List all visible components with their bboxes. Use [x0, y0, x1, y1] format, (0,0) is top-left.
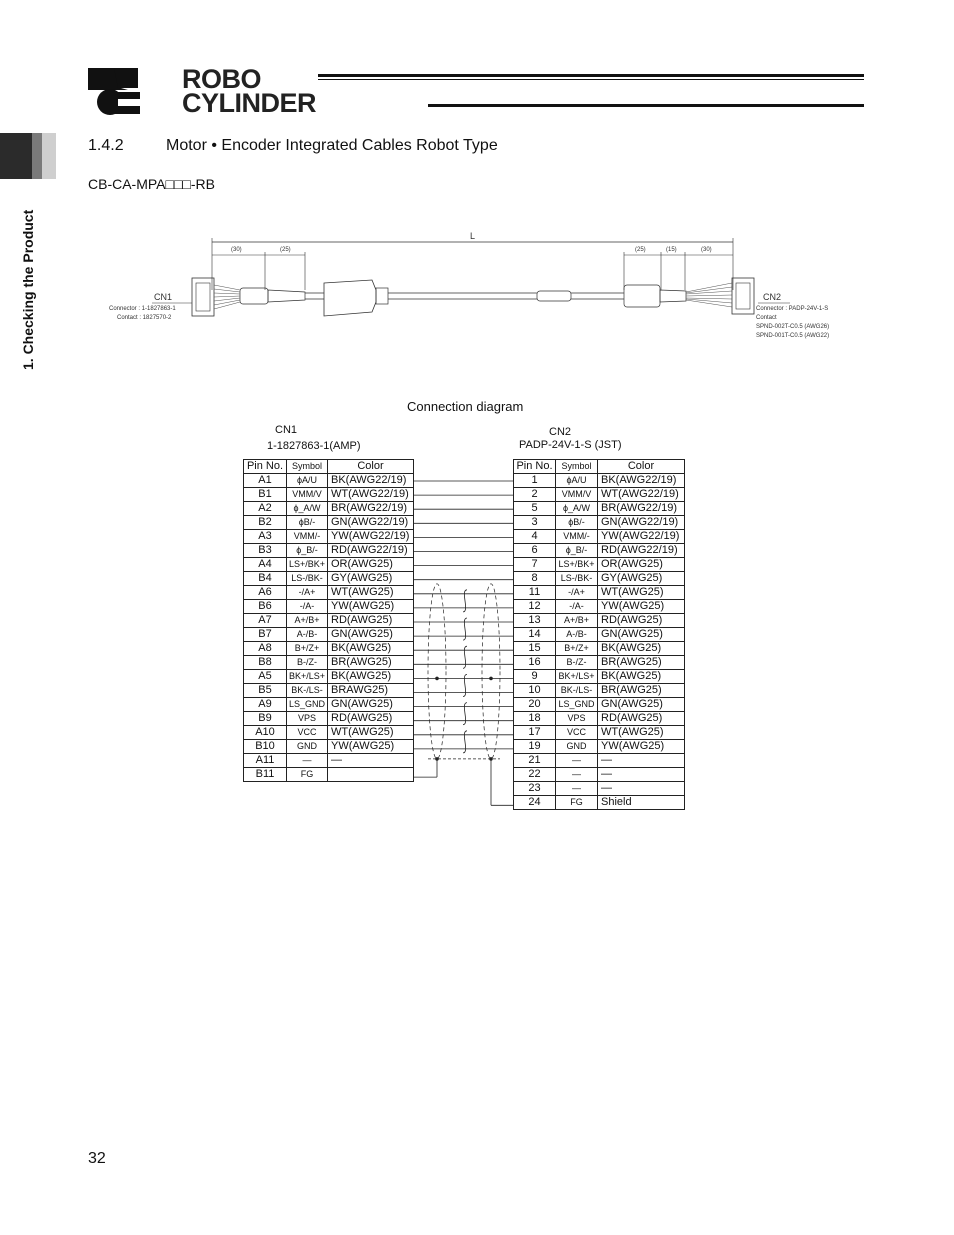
- symbol-header: Symbol: [556, 460, 598, 474]
- junction-dot: [435, 677, 439, 681]
- symbol-cell: A-/B-: [556, 628, 598, 642]
- symbol-cell: ϕ_B/-: [556, 544, 598, 558]
- pin-cell: A10: [244, 726, 287, 740]
- table-row: [514, 474, 685, 488]
- rc-logo-icon: [88, 66, 178, 116]
- color-cell: BK(AWG25): [328, 642, 414, 656]
- symbol-cell: -/A+: [287, 586, 328, 600]
- table-row: [244, 656, 414, 670]
- symbol-cell: LS-/BK-: [556, 572, 598, 586]
- table-row: [244, 712, 414, 726]
- table-row: [514, 712, 685, 726]
- color-cell: OR(AWG25): [328, 558, 414, 572]
- color-cell: BR(AWG25): [328, 656, 414, 670]
- symbol-cell: VMM/-: [287, 530, 328, 544]
- cn2-pin-table: [513, 459, 685, 810]
- symbol-cell: FG: [556, 796, 598, 810]
- pin-cell: 10: [514, 684, 556, 698]
- junction-dot: [435, 757, 439, 761]
- cn1-part: 1-1827863-1(AMP): [267, 440, 361, 452]
- color-cell: GN(AWG25): [598, 698, 685, 712]
- pin-cell: B1: [244, 488, 287, 502]
- table-row: [514, 726, 685, 740]
- table-row: [514, 698, 685, 712]
- symbol-cell: BK+/LS+: [556, 670, 598, 684]
- symbol-cell: LS_GND: [556, 698, 598, 712]
- symbol-cell: FG: [287, 768, 328, 782]
- pin-cell: 16: [514, 656, 556, 670]
- color-cell: RD(AWG22/19): [598, 544, 685, 558]
- brand-line-1: ROBO: [182, 64, 261, 94]
- table-row: [244, 698, 414, 712]
- cn1-connector: Connector : 1-1827863-1: [109, 306, 176, 312]
- twist-marker: [463, 590, 467, 612]
- table-row: [514, 670, 685, 684]
- cable-model: CB-CA-MPA□□□-RB: [88, 176, 215, 192]
- symbol-cell: ϕ_A/W: [556, 502, 598, 516]
- color-cell: BK(AWG25): [328, 670, 414, 684]
- pin-cell: B3: [244, 544, 287, 558]
- pin-cell: 7: [514, 558, 556, 572]
- color-cell: [328, 768, 414, 782]
- cn2-drawing-label: CN2: [763, 292, 782, 302]
- pin-cell: B11: [244, 768, 287, 782]
- table-row: [244, 516, 414, 530]
- pin-cell: B10: [244, 740, 287, 754]
- cn2-contact: Contact: [756, 315, 777, 321]
- table-row: [244, 544, 414, 558]
- table-row: [244, 628, 414, 642]
- symbol-cell: BK-/LS-: [287, 684, 328, 698]
- header-rule-lower: [428, 104, 864, 107]
- symbol-cell: -/A+: [556, 586, 598, 600]
- pin-cell: 13: [514, 614, 556, 628]
- color-cell: WT(AWG25): [598, 726, 685, 740]
- color-cell: BR(AWG22/19): [328, 502, 414, 516]
- pin-cell: 22: [514, 768, 556, 782]
- cable-drawing: [0, 0, 954, 400]
- junction-dot: [489, 757, 493, 761]
- table-row: [514, 642, 685, 656]
- cn1-contact: Contact : 1827570-2: [117, 315, 172, 321]
- pin-header: Pin No.: [244, 460, 287, 474]
- twist-marker: [463, 674, 467, 696]
- pin-cell: B4: [244, 572, 287, 586]
- symbol-cell: A+/B+: [556, 614, 598, 628]
- color-cell: WT(AWG25): [328, 586, 414, 600]
- pin-cell: A3: [244, 530, 287, 544]
- pin-cell: 3: [514, 516, 556, 530]
- table-row: [514, 502, 685, 516]
- pin-cell: B7: [244, 628, 287, 642]
- table-row: [514, 656, 685, 670]
- color-cell: WT(AWG25): [598, 586, 685, 600]
- color-cell: BK(AWG25): [598, 642, 685, 656]
- color-cell: BR(AWG25): [598, 684, 685, 698]
- pin-cell: 20: [514, 698, 556, 712]
- table-row: [244, 586, 414, 600]
- color-cell: WT(AWG25): [328, 726, 414, 740]
- color-cell: WT(AWG22/19): [328, 488, 414, 502]
- table-row: [244, 754, 414, 768]
- color-cell: OR(AWG25): [598, 558, 685, 572]
- symbol-cell: GND: [287, 740, 328, 754]
- color-cell: BK(AWG25): [598, 670, 685, 684]
- table-row: [514, 572, 685, 586]
- symbol-cell: —: [556, 768, 598, 782]
- pin-cell: 21: [514, 754, 556, 768]
- symbol-cell: ϕ_B/-: [287, 544, 328, 558]
- symbol-cell: VMM/V: [287, 488, 328, 502]
- symbol-cell: ϕA/U: [556, 474, 598, 488]
- dim-right-25: (25): [635, 247, 646, 253]
- color-cell: BR(AWG22/19): [598, 502, 685, 516]
- color-cell: GN(AWG22/19): [328, 516, 414, 530]
- color-cell: —: [328, 754, 414, 768]
- brand-line-2: CYLINDER: [182, 88, 317, 118]
- color-cell: RD(AWG25): [598, 614, 685, 628]
- pin-cell: A7: [244, 614, 287, 628]
- pin-cell: 8: [514, 572, 556, 586]
- pin-cell: B9: [244, 712, 287, 726]
- table-row: [514, 768, 685, 782]
- table-row: [514, 740, 685, 754]
- pin-cell: 14: [514, 628, 556, 642]
- color-cell: BR(AWG25): [598, 656, 685, 670]
- twist-marker: [463, 618, 467, 640]
- symbol-cell: BK-/LS-: [556, 684, 598, 698]
- symbol-cell: VCC: [556, 726, 598, 740]
- table-row: [514, 516, 685, 530]
- pin-cell: A2: [244, 502, 287, 516]
- color-cell: RD(AWG25): [328, 712, 414, 726]
- chapter-tab-stripe-light: [42, 133, 56, 179]
- table-row: [244, 614, 414, 628]
- twist-marker: [463, 646, 467, 668]
- table-row: [244, 684, 414, 698]
- symbol-cell: —: [287, 754, 328, 768]
- table-row: [244, 572, 414, 586]
- symbol-cell: B+/Z+: [287, 642, 328, 656]
- shield-outline: [482, 584, 500, 759]
- color-cell: —: [598, 754, 685, 768]
- symbol-cell: ϕB/-: [287, 516, 328, 530]
- pin-cell: B6: [244, 600, 287, 614]
- table-row: [514, 488, 685, 502]
- table-row: [244, 768, 414, 782]
- symbol-cell: A+/B+: [287, 614, 328, 628]
- pin-cell: A1: [244, 474, 287, 488]
- page-number: 32: [88, 1150, 106, 1167]
- table-row: [514, 558, 685, 572]
- table-row: [244, 600, 414, 614]
- cn2-contact-line2: SPND-001T-C0.5 (AWG22): [756, 333, 830, 339]
- color-cell: YW(AWG25): [598, 740, 685, 754]
- table-row: [514, 586, 685, 600]
- pin-cell: B8: [244, 656, 287, 670]
- symbol-cell: ϕB/-: [556, 516, 598, 530]
- cn1-header-row: [244, 460, 414, 474]
- cn1-pin-table: [243, 459, 414, 782]
- table-row: [244, 558, 414, 572]
- section-number: 1.4.2: [88, 137, 124, 154]
- symbol-cell: VPS: [287, 712, 328, 726]
- color-cell: BK(AWG22/19): [598, 474, 685, 488]
- symbol-cell: B-/Z-: [287, 656, 328, 670]
- table-row: [514, 530, 685, 544]
- color-cell: RD(AWG25): [328, 614, 414, 628]
- pin-cell: A6: [244, 586, 287, 600]
- table-row: [514, 782, 685, 796]
- pin-cell: 1: [514, 474, 556, 488]
- table-row: [244, 474, 414, 488]
- symbol-cell: VCC: [287, 726, 328, 740]
- color-cell: YW(AWG22/19): [598, 530, 685, 544]
- pin-cell: 23: [514, 782, 556, 796]
- color-cell: BK(AWG22/19): [328, 474, 414, 488]
- symbol-header: Symbol: [287, 460, 328, 474]
- pin-cell: B2: [244, 516, 287, 530]
- dim-left-30: (30): [231, 247, 242, 253]
- table-row: [244, 726, 414, 740]
- symbol-cell: LS_GND: [287, 698, 328, 712]
- color-cell: YW(AWG25): [328, 600, 414, 614]
- color-cell: GY(AWG25): [328, 572, 414, 586]
- color-cell: WT(AWG22/19): [598, 488, 685, 502]
- symbol-cell: ϕ_A/W: [287, 502, 328, 516]
- table-row: [514, 614, 685, 628]
- shield-outline: [428, 584, 446, 759]
- color-cell: Shield: [598, 796, 685, 810]
- section-heading: [88, 137, 498, 155]
- section-title: Motor • Encoder Integrated Cables Robot Type: [166, 137, 498, 154]
- color-cell: YW(AWG22/19): [328, 530, 414, 544]
- cn2-connector: Connector : PADP-24V-1-S: [756, 306, 829, 312]
- pin-cell: 2: [514, 488, 556, 502]
- cn2-contact-line1: SPND-002T-C0.5 (AWG26): [756, 324, 830, 330]
- color-cell: —: [598, 782, 685, 796]
- table-row: [244, 740, 414, 754]
- pin-cell: 15: [514, 642, 556, 656]
- pin-cell: 18: [514, 712, 556, 726]
- twist-marker: [463, 731, 467, 753]
- table-row: [514, 754, 685, 768]
- table-row: [244, 530, 414, 544]
- symbol-cell: LS-/BK-: [287, 572, 328, 586]
- table-row: [514, 600, 685, 614]
- color-cell: GN(AWG25): [598, 628, 685, 642]
- symbol-cell: VMM/-: [556, 530, 598, 544]
- pin-cell: 24: [514, 796, 556, 810]
- pin-cell: 11: [514, 586, 556, 600]
- cn1-name: CN1: [275, 424, 298, 436]
- symbol-cell: ϕA/U: [287, 474, 328, 488]
- table-row: [514, 684, 685, 698]
- table-row: [244, 642, 414, 656]
- color-cell: GY(AWG25): [598, 572, 685, 586]
- pin-cell: 19: [514, 740, 556, 754]
- dim-left-25: (25): [280, 247, 291, 253]
- symbol-cell: VMM/V: [556, 488, 598, 502]
- symbol-cell: —: [556, 782, 598, 796]
- color-cell: RD(AWG25): [598, 712, 685, 726]
- symbol-cell: —: [556, 754, 598, 768]
- cn2-part: PADP-24V-1-S (JST): [519, 439, 622, 451]
- pin-cell: B5: [244, 684, 287, 698]
- symbol-cell: GND: [556, 740, 598, 754]
- color-cell: GN(AWG25): [328, 628, 414, 642]
- pin-cell: A8: [244, 642, 287, 656]
- cn1-drawing-label: CN1: [154, 292, 173, 302]
- symbol-cell: VPS: [556, 712, 598, 726]
- color-cell: —: [598, 768, 685, 782]
- table-row: [244, 670, 414, 684]
- table-row: [514, 544, 685, 558]
- table-row: [514, 628, 685, 642]
- color-cell: GN(AWG25): [328, 698, 414, 712]
- chapter-tab-stripe: [32, 133, 42, 179]
- junction-dot: [489, 677, 493, 681]
- color-cell: YW(AWG25): [598, 600, 685, 614]
- header-rule-thin: [318, 79, 864, 80]
- table-row: [244, 488, 414, 502]
- chapter-tab-block: [0, 133, 32, 179]
- length-label: L: [470, 231, 476, 241]
- pin-cell: 17: [514, 726, 556, 740]
- color-cell: YW(AWG25): [328, 740, 414, 754]
- symbol-cell: LS+/BK+: [556, 558, 598, 572]
- pin-cell: 5: [514, 502, 556, 516]
- symbol-cell: -/A-: [287, 600, 328, 614]
- pin-cell: 9: [514, 670, 556, 684]
- table-row: [514, 796, 685, 810]
- cn2-name: CN2: [549, 426, 572, 438]
- pin-cell: A11: [244, 754, 287, 768]
- symbol-cell: LS+/BK+: [287, 558, 328, 572]
- color-header: Color: [328, 460, 414, 474]
- pin-cell: 6: [514, 544, 556, 558]
- dim-right-15: (15): [666, 247, 677, 253]
- pin-cell: A4: [244, 558, 287, 572]
- table-row: [244, 502, 414, 516]
- color-cell: RD(AWG22/19): [328, 544, 414, 558]
- symbol-cell: BK+/LS+: [287, 670, 328, 684]
- pin-cell: 12: [514, 600, 556, 614]
- cn2-header-row: [514, 460, 685, 474]
- symbol-cell: B-/Z-: [556, 656, 598, 670]
- symbol-cell: B+/Z+: [556, 642, 598, 656]
- color-cell: BRAWG25): [328, 684, 414, 698]
- color-cell: GN(AWG22/19): [598, 516, 685, 530]
- pin-header: Pin No.: [514, 460, 556, 474]
- symbol-cell: A-/B-: [287, 628, 328, 642]
- symbol-cell: -/A-: [556, 600, 598, 614]
- chapter-label: 1. Checking the Product: [20, 209, 36, 370]
- color-header: Color: [598, 460, 685, 474]
- dim-right-30: (30): [701, 247, 712, 253]
- pin-cell: A9: [244, 698, 287, 712]
- diagram-title: Connection diagram: [407, 399, 524, 414]
- twist-marker: [463, 703, 467, 725]
- pin-cell: 4: [514, 530, 556, 544]
- pin-cell: A5: [244, 670, 287, 684]
- header-rule: [318, 74, 864, 77]
